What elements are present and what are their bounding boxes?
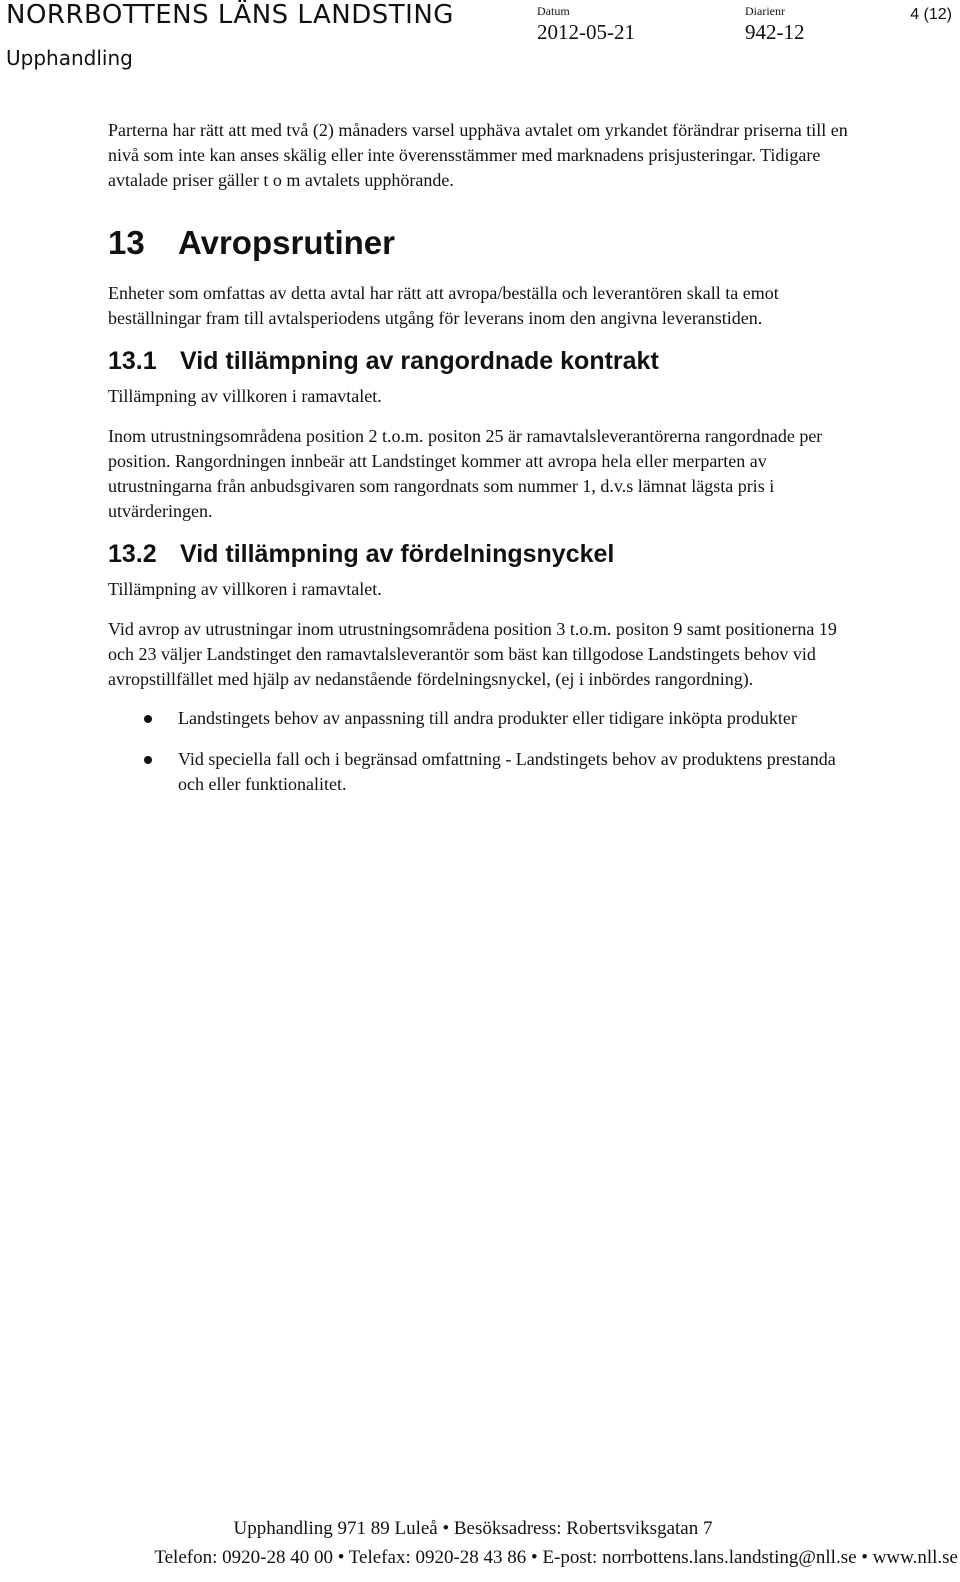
- footer-address: Upphandling 971 89 Luleå • Besöksadress: Robertsviksgatan 7: [233, 1518, 713, 1539]
- section-13-1-paragraph-2: Inom utrustningsområdena position 2 t.o.m. positon 25 är ramavtalsleverantörerna rangordnade per position. Rangordningen innbeär att Landstinget kommer att avropa hela eller merparten av utrustningarna från anbudsgivaren som rangordnats som nummer 1, d.v.s lämnat lägsta pris i utvärderingen.: [108, 426, 823, 521]
- department-name: Upphandling: [6, 46, 133, 70]
- document-body: [108, 118, 848, 813]
- list-item: [108, 706, 848, 731]
- footer-contact: Telefon: 0920-28 40 00 • Telefax: 0920-28 43 86 • E-post: norrbottens.lans.landsting@nll.se • www.nll.se: [154, 1547, 958, 1568]
- bullet-list: [108, 706, 848, 797]
- list-item-text: Vid speciella fall och i begränsad omfattning - Landstingets behov av produktens prestanda och eller funktionalitet.: [178, 749, 836, 794]
- section-13-2-paragraph-1: Tillämpning av villkoren i ramavtalet.: [108, 579, 382, 599]
- section-13-2-title: Vid tillämpning av fördelningsnyckel: [180, 540, 615, 568]
- section-13-text: Enheter som omfattas av detta avtal har rätt att avropa/beställa och leverantören skall ta emot beställningar fram till avtalsperiodens utgång för leverans inom den angivna leveranstiden.: [108, 283, 779, 328]
- date-value: 2012-05-21: [537, 20, 635, 44]
- section-13-title: Avropsrutiner: [178, 224, 395, 261]
- registration-label: Diarienr: [745, 4, 785, 18]
- registration-number: 942-12: [745, 20, 805, 44]
- section-13-heading: [108, 225, 848, 261]
- section-13-1-number: 13.1: [108, 347, 157, 375]
- section-13-2-paragraph-2: Vid avrop av utrustningar inom utrustningsområdena position 3 t.o.m. positon 9 samt positionerna 19 och 23 väljer Landstinget den ramavtalsleverantör som bäst kan tillgodose Landstingets behov vid avropstillfället med hjälp av nedanstående fördelningsnyckel, (ej i inbördes rangordning).: [108, 619, 837, 689]
- intro-paragraph: Parterna har rätt att med två (2) månaders varsel upphäva avtalet om yrkandet förändrar priserna till en nivå som inte kan anses skälig eller inte överensstämmer med marknadens prisjusteringar. Tidigare avtalade priser gäller t o m avtalets upphörande.: [108, 120, 848, 190]
- list-item: [108, 747, 848, 797]
- bullet-icon: [144, 715, 152, 723]
- section-13-2-heading: [108, 539, 848, 569]
- date-label: Datum: [537, 4, 570, 18]
- section-13-1-title: Vid tillämpning av rangordnade kontrakt: [180, 347, 659, 375]
- section-13-1-heading: [108, 346, 848, 376]
- list-item-text: Landstingets behov av anpassning till andra produkter eller tidigare inköpta produkter: [178, 708, 797, 728]
- page-number: 4 (12): [910, 6, 952, 23]
- section-13-1-paragraph-1: Tillämpning av villkoren i ramavtalet.: [108, 386, 382, 406]
- bullet-icon: [144, 756, 152, 764]
- section-13-2-number: 13.2: [108, 540, 157, 568]
- section-13-number: 13: [108, 224, 145, 261]
- organization-name: NORRBOTTENS LÄNS LANDSTING: [6, 0, 454, 30]
